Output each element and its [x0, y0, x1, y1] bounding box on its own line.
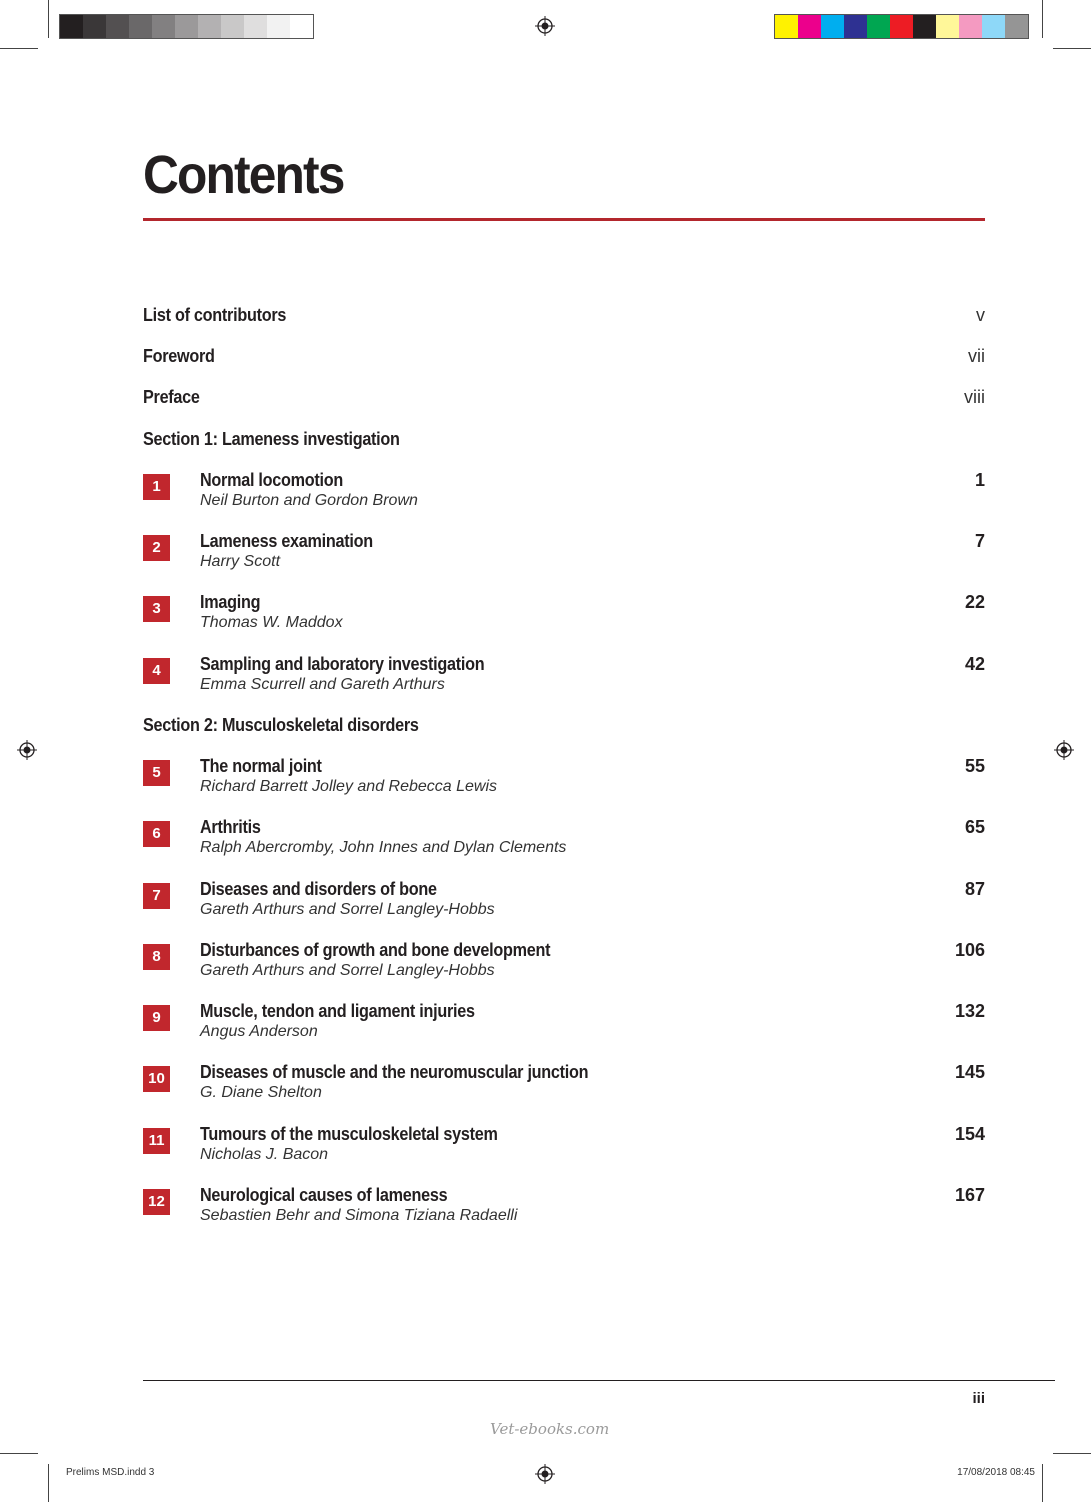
chapter-page: 1 [974, 470, 985, 490]
chapter-authors: Thomas W. Maddox [200, 614, 343, 631]
color-swatch [290, 15, 313, 38]
chapter-authors: Angus Anderson [200, 1023, 318, 1040]
slug-filename: Prelims MSD.indd 3 [66, 1467, 155, 1478]
color-swatch [821, 15, 844, 38]
toc-entry-page: vii [968, 346, 985, 366]
chapter-page: 22 [964, 592, 985, 612]
chapter-page: 106 [954, 940, 985, 960]
color-swatch [775, 15, 798, 38]
chapter-page: 65 [964, 817, 985, 837]
page-number: iii [972, 1390, 985, 1407]
chapter-authors: G. Diane Shelton [200, 1084, 322, 1101]
chapter-authors: Gareth Arthurs and Sorrel Langley-Hobbs [200, 962, 495, 979]
chapter-authors: Emma Scurrell and Gareth Arthurs [200, 676, 445, 693]
registration-mark-icon [535, 1464, 555, 1484]
chapter-number-badge: 7 [143, 883, 170, 909]
chapter-page: 154 [954, 1124, 985, 1144]
color-swatch [152, 15, 175, 38]
crop-mark [0, 1453, 38, 1454]
section-title: Section 2: Musculoskeletal disorders [143, 715, 419, 735]
watermark-logo: Vet-ebooks.com [490, 1420, 610, 1438]
color-swatch [221, 15, 244, 38]
chapter-number-badge: 6 [143, 821, 170, 847]
color-swatch [798, 15, 821, 38]
toc-entry-label: Foreword [143, 346, 215, 366]
color-swatch [844, 15, 867, 38]
chapter-authors: Richard Barrett Jolley and Rebecca Lewis [200, 778, 498, 795]
color-swatch [175, 15, 198, 38]
section-heading [143, 715, 985, 736]
registration-mark-icon [535, 16, 555, 36]
chapter-number-badge: 3 [143, 596, 170, 622]
crop-mark [1042, 1464, 1043, 1502]
chapter-number-badge: 11 [143, 1128, 170, 1154]
chapter-authors: Harry Scott [200, 553, 281, 570]
section-title: Section 1: Lameness investigation [143, 429, 400, 449]
chapter-title: The normal joint [200, 756, 322, 776]
toc-entry[interactable] [143, 346, 985, 367]
chapter-authors: Ralph Abercromby, John Innes and Dylan Clements [200, 839, 567, 856]
chapter-number-badge: 2 [143, 535, 170, 561]
section-heading [143, 429, 985, 450]
chapter-number-badge: 10 [143, 1066, 170, 1092]
chapter-title: Lameness examination [200, 531, 373, 551]
color-swatch [890, 15, 913, 38]
toc-entry-label: List of contributors [143, 305, 287, 325]
crop-mark [0, 48, 38, 49]
chapter-title: Diseases of muscle and the neuromuscular junction [200, 1062, 589, 1082]
chapter-title: Tumours of the musculoskeletal system [200, 1124, 498, 1144]
chapter-title: Neurological causes of lameness [200, 1185, 448, 1205]
chapter-number-badge: 5 [143, 760, 170, 786]
chapter-title: Disturbances of growth and bone development [200, 940, 551, 960]
color-swatch [936, 15, 959, 38]
chapter-number-badge: 8 [143, 944, 170, 970]
toc-entry-label: Preface [143, 387, 200, 407]
color-swatch [867, 15, 890, 38]
process-color-bar [774, 14, 1029, 39]
registration-mark-icon [1054, 740, 1074, 760]
chapter-title: Muscle, tendon and ligament injuries [200, 1001, 475, 1021]
chapter-page: 7 [974, 531, 985, 551]
chapter-number-badge: 12 [143, 1189, 170, 1215]
color-swatch [913, 15, 936, 38]
chapter-page: 145 [954, 1062, 985, 1082]
toc-entry[interactable] [143, 387, 985, 408]
toc-entry-page: viii [964, 387, 985, 407]
chapter-title: Imaging [200, 592, 261, 612]
color-swatch [83, 15, 106, 38]
chapter-number-badge: 9 [143, 1005, 170, 1031]
chapter-number-badge: 1 [143, 474, 170, 500]
chapter-authors: Gareth Arthurs and Sorrel Langley-Hobbs [200, 901, 495, 918]
chapter-authors: Nicholas J. Bacon [200, 1146, 329, 1163]
color-swatch [198, 15, 221, 38]
color-swatch [106, 15, 129, 38]
registration-mark-icon [17, 740, 37, 760]
chapter-number-badge: 4 [143, 658, 170, 684]
chapter-authors: Neil Burton and Gordon Brown [200, 492, 418, 509]
color-swatch [1005, 15, 1028, 38]
chapter-page: 132 [954, 1001, 985, 1021]
page-title: Contents [143, 145, 344, 205]
color-swatch [982, 15, 1005, 38]
color-swatch [244, 15, 267, 38]
chapter-title: Diseases and disorders of bone [200, 879, 437, 899]
chapter-page: 55 [964, 756, 985, 776]
chapter-title: Sampling and laboratory investigation [200, 654, 485, 674]
crop-mark [48, 1464, 49, 1502]
color-swatch [60, 15, 83, 38]
color-swatch [129, 15, 152, 38]
toc-entry-page: v [976, 305, 985, 325]
slug-timestamp: 17/08/2018 08:45 [957, 1467, 1035, 1478]
color-swatch [959, 15, 982, 38]
title-rule [143, 218, 985, 221]
chapter-title: Arthritis [200, 817, 261, 837]
chapter-page: 167 [954, 1185, 985, 1205]
chapter-page: 42 [964, 654, 985, 674]
crop-mark [1053, 48, 1091, 49]
toc-entry[interactable] [143, 305, 985, 326]
chapter-authors: Sebastien Behr and Simona Tiziana Radaelli [200, 1207, 518, 1224]
crop-mark [1053, 1453, 1091, 1454]
grayscale-color-bar [59, 14, 314, 39]
chapter-title: Normal locomotion [200, 470, 344, 490]
chapter-page: 87 [964, 879, 985, 899]
crop-mark [48, 0, 49, 38]
footer-rule [143, 1380, 1055, 1381]
crop-mark [1042, 0, 1043, 38]
color-swatch [267, 15, 290, 38]
